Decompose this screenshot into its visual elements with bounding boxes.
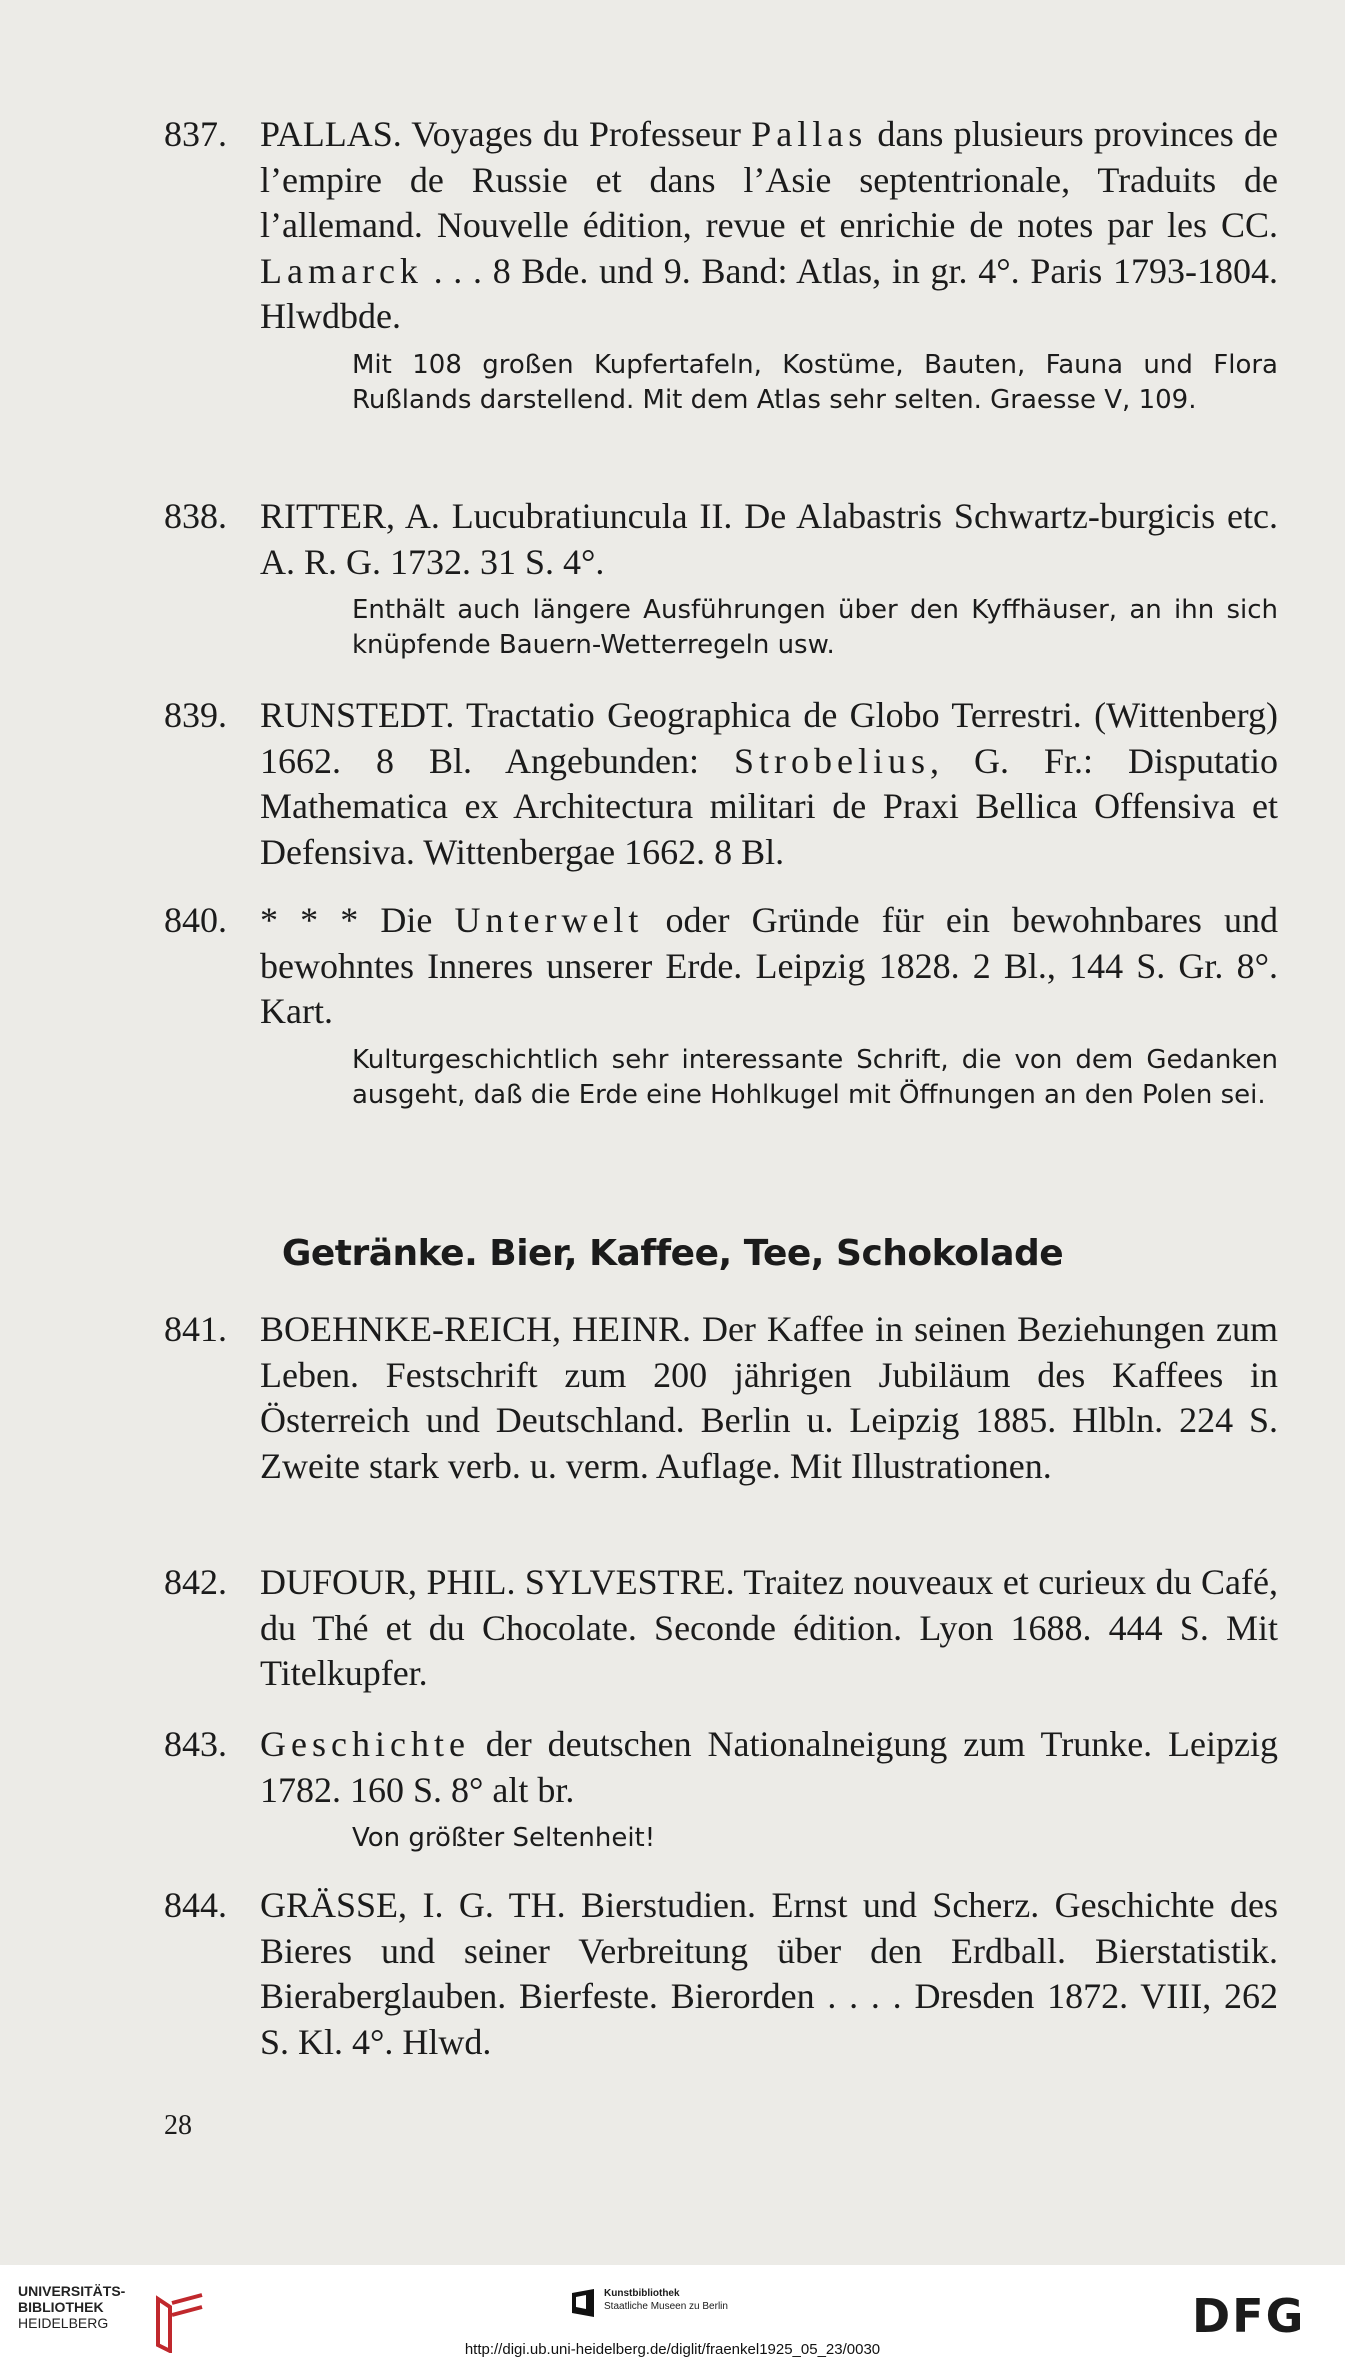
entry-text-part: . . . 8 Bde. und 9. Band: Atlas, in gr. 4°. Paris 1793-1804. Hlwdbde. — [260, 250, 1278, 336]
ub-logo-line: HEIDELBERG — [18, 2315, 109, 2331]
catalog-entry-840 — [164, 898, 1278, 1113]
ub-logo-line: UNIVERSITÄTS- — [18, 2283, 126, 2299]
entry-note: Von größter Seltenheit! — [352, 1823, 656, 1853]
catalog-entry-842 — [164, 1560, 1278, 1697]
spaced-name: Pallas — [751, 114, 868, 154]
ub-logo-line: BIBLIOTHEK — [18, 2299, 104, 2315]
kunstbibliothek-emblem-icon — [572, 2289, 594, 2317]
entry-text — [260, 693, 1278, 875]
entry-text-part: oder Gründe für ein bewohnbares und bewohntes Inneres unserer Erde. Leipzig 1828. 2 Bl., 144 S. Gr. 8°. Kart. — [260, 900, 1278, 1031]
entry-text-part: , G. Fr.: Disputatio Mathematica ex Architectura militari de Praxi Bellica Offensiva et Defensiva. Wittenbergae 1662. 8 Bl. — [260, 740, 1278, 872]
entry-text: BOEHNKE-REICH, HEINR. Der Kaffee in seinen Beziehungen zum Leben. Festschrift zum 200 jährigen Jubiläum des Kaffees in Österreich und Deutschland. Berlin u. Leipzig 1885. Hlbln. 224 S. Zweite stark verb. u. verm. Auflage. Mit Illustrationen. — [260, 1309, 1278, 1486]
section-heading: Getränke. Bier, Kaffee, Tee, Schokolade — [281, 1233, 1064, 1274]
entry-number: 842. — [164, 1562, 227, 1602]
catalog-entry-841 — [164, 1307, 1278, 1489]
spaced-name: Lamarck — [260, 250, 423, 291]
entry-number: 841. — [164, 1309, 227, 1349]
entry-text: GRÄSSE, I. G. TH. Bierstudien. Ernst und Scherz. Geschichte des Bieres und seiner Verbreitung über den Erdball. Bierstatistik. Bieraberglauben. Bierfeste. Bierorden . . . . Dresden 1872. VIII, 262 S. Kl. 4°. Hlwd. — [260, 1885, 1278, 2062]
entry-number: 839. — [164, 695, 227, 735]
spaced-name: Strobelius — [733, 740, 930, 781]
catalog-entry-839 — [164, 693, 1278, 875]
catalog-entry-837 — [164, 112, 1278, 418]
dfg-logo[interactable]: DFG — [1192, 2289, 1306, 2343]
entry-text-part: PALLAS. Voyages du Professeur — [260, 114, 752, 154]
entry-number: 838. — [164, 496, 227, 536]
entry-text: RITTER, A. Lucubratiuncula II. De Alabastris Schwartz-burgicis etc. A. R. G. 1732. 31 S. 4°. — [260, 496, 1278, 582]
entry-note: Kulturgeschichtlich sehr interessante Schrift, die von dem Gedanken ausgeht, daß die Erde eine Hohlkugel mit Öffnungen an den Polen sei. — [352, 1044, 1278, 1110]
entry-text — [260, 1722, 1278, 1813]
spaced-name: Geschichte — [260, 1724, 470, 1764]
catalog-entry-838 — [164, 494, 1278, 663]
entry-number: 837. — [164, 114, 227, 154]
entry-note: Mit 108 großen Kupfertafeln, Kostüme, Bauten, Fauna und Flora Rußlands darstellend. Mit dem Atlas sehr selten. Graesse V, 109. — [352, 349, 1278, 415]
catalog-entry-843 — [164, 1722, 1278, 1856]
ub-heidelberg-logo[interactable] — [18, 2283, 125, 2331]
entry-text — [260, 112, 1278, 340]
kunstbibliothek-title: Kunstbibliothek — [604, 2288, 680, 2299]
document-url[interactable]: http://digi.ub.uni-heidelberg.de/diglit/fraenkel1925_05_23/0030 — [464, 2341, 881, 2358]
entry-number: 840. — [164, 900, 227, 940]
spaced-name: Unterwelt — [454, 900, 644, 940]
entry-text-part: RUNSTEDT. Tractatio Geographica de Globo Terrestri. (Wittenberg) 1662. 8 Bl. Angebunden: — [260, 695, 1278, 781]
page-number: 28 — [164, 2110, 192, 2141]
entry-text-part: * * * Die — [260, 900, 455, 940]
catalog-entry-844 — [164, 1883, 1278, 2065]
entry-number: 844. — [164, 1885, 227, 1925]
entry-text-part: dans plusieurs provinces de l’empire de Russie et dans l’Asie septentrionale, Traduits de l’allemand. Nouvelle édition, revue et enrichie de notes par les CC. — [260, 114, 1278, 245]
entry-number: 843. — [164, 1724, 227, 1764]
entry-note: Enthält auch längere Ausführungen über den Kyffhäuser, an ihn sich knüpfende Bauern-Wetterregeln usw. — [352, 595, 1278, 660]
kunstbibliothek-text — [604, 2287, 728, 2313]
entry-text: DUFOUR, PHIL. SYLVESTRE. Traitez nouveaux et curieux du Café, du Thé et du Chocolate. Seconde édition. Lyon 1688. 444 S. Mit Titelkupfer. — [260, 1562, 1278, 1693]
entry-text-part: der deutschen Nationalneigung zum Trunke. Leipzig 1782. 160 S. 8° alt br. — [260, 1724, 1278, 1810]
entry-text — [260, 898, 1278, 1035]
kunstbibliothek-subtitle: Staatliche Museen zu Berlin — [604, 2301, 728, 2312]
viewer-footer — [0, 2265, 1345, 2361]
